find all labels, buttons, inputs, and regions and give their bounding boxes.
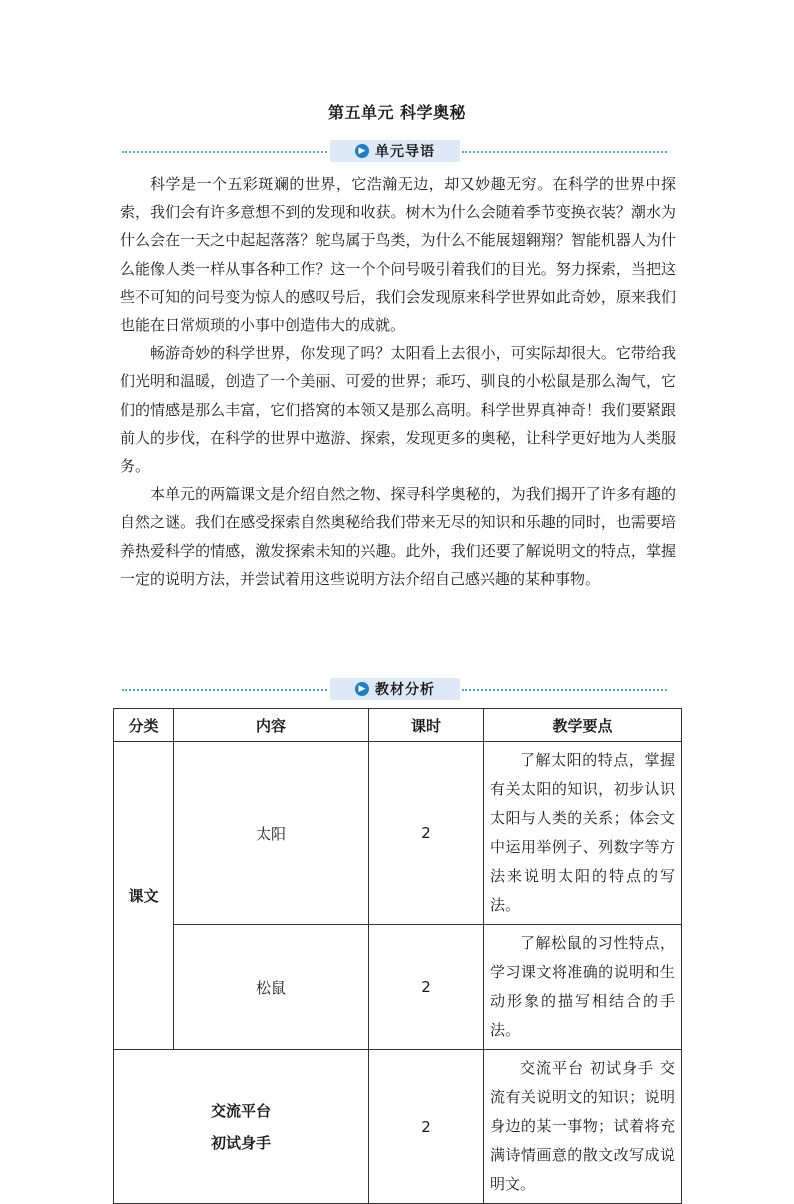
category-cell: 课文 bbox=[114, 742, 174, 1050]
table-row bbox=[114, 925, 682, 1050]
intro-paragraph: 本单元的两篇课文是介绍自然之物、探寻科学奥秘的，为我们揭开了许多有趣的自然之谜。我们在感受探索自然奥秘给我们带来无尽的知识和乐趣的同时，也需要培养热爱科学的情感，激发探索未知的兴趣。此外，我们还要了解说明文的特点，掌握一定的说明方法，并尝试着用这些说明方法介绍自己感兴趣的某种事物。 bbox=[120, 485, 676, 588]
dotted-divider bbox=[122, 151, 327, 153]
header-content: 内容 bbox=[174, 709, 369, 742]
intro-text bbox=[120, 170, 676, 593]
category-line: 初试身手 bbox=[210, 1133, 271, 1152]
category-cell bbox=[114, 1050, 369, 1204]
section-title: 教材分析 bbox=[375, 682, 435, 698]
section-badge bbox=[330, 140, 460, 162]
section-header-intro bbox=[122, 140, 667, 164]
hours-cell: 2 bbox=[369, 742, 484, 925]
section-badge bbox=[330, 678, 460, 700]
content-cell: 太阳 bbox=[174, 742, 369, 925]
category-line: 交流平台 bbox=[210, 1101, 271, 1120]
header-teaching-points: 教学要点 bbox=[484, 709, 682, 742]
section-header-analysis bbox=[122, 678, 667, 702]
teaching-points-cell: 了解松鼠的习性特点，学习课文将准确的说明和生动形象的描写相结合的手法。 bbox=[484, 925, 682, 1050]
table-row bbox=[114, 1050, 682, 1204]
hours-cell: 2 bbox=[369, 925, 484, 1050]
dotted-divider bbox=[462, 151, 667, 153]
header-category: 分类 bbox=[114, 709, 174, 742]
teaching-points-cell: 交流平台 初试身手 交流有关说明文的知识；说明身边的某一事物；试着将充满诗情画意的散文改写成说明文。 bbox=[484, 1050, 682, 1204]
hours-cell: 2 bbox=[369, 1050, 484, 1204]
play-arrow-icon: ▶ bbox=[355, 144, 369, 158]
dotted-divider bbox=[462, 689, 667, 691]
content-cell: 松鼠 bbox=[174, 925, 369, 1050]
table-header-row bbox=[114, 709, 682, 742]
analysis-table bbox=[113, 708, 682, 1204]
teaching-points-cell: 了解太阳的特点，掌握有关太阳的知识，初步认识太阳与人类的关系；体会文中运用举例子、列数字等方法来说明太阳的特点的写法。 bbox=[484, 742, 682, 925]
intro-paragraph: 科学是一个五彩斑斓的世界，它浩瀚无边，却又妙趣无穷。在科学的世界中探索，我们会有许多意想不到的发现和收获。树木为什么会随着季节变换衣装？潮水为什么会在一天之中起起落落？鸵鸟属于鸟类，为什么不能展翅翱翔？智能机器人为什么能像人类一样从事各种工作？这一个个问号吸引着我们的目光。努力探索，当把这些不可知的问号变为惊人的感叹号后，我们会发现原来科学世界如此奇妙，原来我们也能在日常烦琐的小事中创造伟大的成就。 bbox=[120, 175, 676, 335]
dotted-divider bbox=[122, 689, 327, 691]
unit-title: 第五单元 科学奥秘 bbox=[327, 103, 467, 122]
header-hours: 课时 bbox=[369, 709, 484, 742]
play-arrow-icon: ▶ bbox=[355, 682, 369, 696]
table-row bbox=[114, 742, 682, 925]
intro-paragraph: 畅游奇妙的科学世界，你发现了吗？太阳看上去很小，可实际却很大。它带给我们光明和温暖，创造了一个美丽、可爱的世界；乖巧、驯良的小松鼠是那么淘气，它们的情感是那么丰富，它们搭窝的本领又是那么高明。科学世界真神奇！我们要紧跟前人的步伐，在科学的世界中遨游、探索，发现更多的奥秘，让科学更好地为人类服务。 bbox=[120, 344, 676, 476]
section-title: 单元导语 bbox=[375, 144, 435, 160]
